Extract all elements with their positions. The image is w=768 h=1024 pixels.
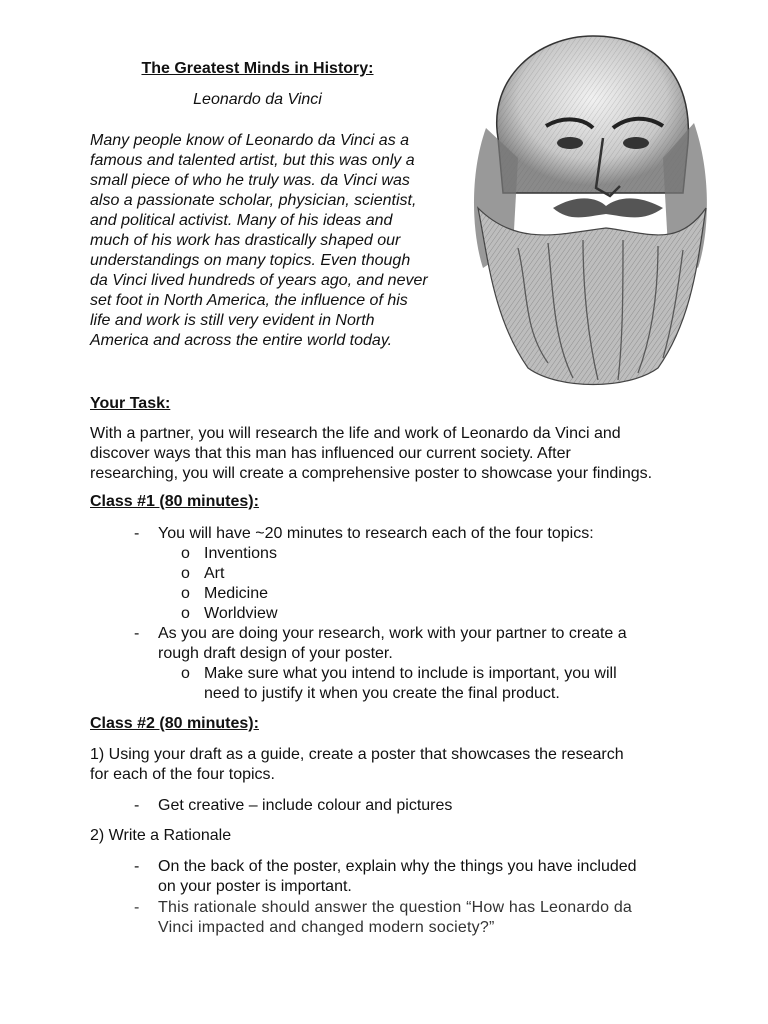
step2-bullet: This rationale should answer the question “How has Leonardo da xyxy=(158,899,633,916)
intro-line: also a passionate scholar, physician, scientist, xyxy=(90,192,417,209)
intro-line: famous and talented artist, but this was only a xyxy=(90,152,415,169)
step2-bullet: Vinci impacted and changed modern society?” xyxy=(158,919,495,936)
intro-line: much of his work has drastically shaped our xyxy=(90,232,401,249)
step2-line: 2) Write a Rationale xyxy=(90,827,232,844)
step1-bullet: Get creative – include colour and pictures xyxy=(158,797,453,814)
class1-item: You will have ~20 minutes to research each of the four topics: xyxy=(158,525,594,542)
topic-item: Art xyxy=(204,565,225,582)
sub-item: need to justify it when you create the final product. xyxy=(204,685,560,702)
intro-line: small piece of who he truly was. da Vinci was xyxy=(90,172,410,189)
intro-line: Many people know of Leonardo da Vinci as a xyxy=(90,132,410,149)
step2-bullet: On the back of the poster, explain why the things you have included xyxy=(158,858,637,875)
dash-bullet: - xyxy=(134,899,140,916)
o-bullet: o xyxy=(181,545,190,562)
task-line: researching, you will create a comprehensive poster to showcase your findings. xyxy=(90,465,653,482)
step1-line: 1) Using your draft as a guide, create a poster that showcases the research xyxy=(90,746,624,763)
dash-bullet: - xyxy=(134,797,140,814)
intro-line: set foot in North America, the influence of his xyxy=(90,292,408,309)
topic-item: Worldview xyxy=(204,605,278,622)
task-heading: Your Task: xyxy=(90,395,171,412)
dash-bullet: - xyxy=(134,625,140,642)
topic-item: Inventions xyxy=(204,545,277,562)
intro-line: life and work is still very evident in North xyxy=(90,312,375,329)
intro-line: understandings on many topics. Even though xyxy=(90,252,411,269)
o-bullet: o xyxy=(181,665,190,682)
step1-line: for each of the four topics. xyxy=(90,766,275,783)
page-subtitle: Leonardo da Vinci xyxy=(193,91,322,108)
dash-bullet: - xyxy=(134,858,140,875)
task-paragraph xyxy=(90,424,652,484)
task-line: discover ways that this man has influenced our current society. After xyxy=(90,445,571,462)
intro-line: da Vinci lived hundreds of years ago, and never xyxy=(90,272,428,289)
page-title: The Greatest Minds in History: xyxy=(141,60,374,77)
intro-paragraph xyxy=(90,131,460,351)
intro-line: and political activist. Many of his ideas and xyxy=(90,212,393,229)
task-line: With a partner, you will research the life and work of Leonardo da Vinci and xyxy=(90,425,621,442)
dash-bullet: - xyxy=(134,525,140,542)
o-bullet: o xyxy=(181,605,190,622)
sub-item: Make sure what you intend to include is important, you will xyxy=(204,665,617,682)
step2-bullet: on your poster is important. xyxy=(158,878,352,895)
o-bullet: o xyxy=(181,565,190,582)
class1-item: As you are doing your research, work with your partner to create a xyxy=(158,625,627,642)
leonardo-portrait-icon xyxy=(458,18,720,388)
topic-item: Medicine xyxy=(204,585,269,602)
intro-line: America and across the entire world today. xyxy=(90,332,393,349)
class1-item: rough draft design of your poster. xyxy=(158,645,393,662)
class2-heading: Class #2 (80 minutes): xyxy=(90,715,259,732)
class1-heading: Class #1 (80 minutes): xyxy=(90,493,259,510)
o-bullet: o xyxy=(181,585,190,602)
